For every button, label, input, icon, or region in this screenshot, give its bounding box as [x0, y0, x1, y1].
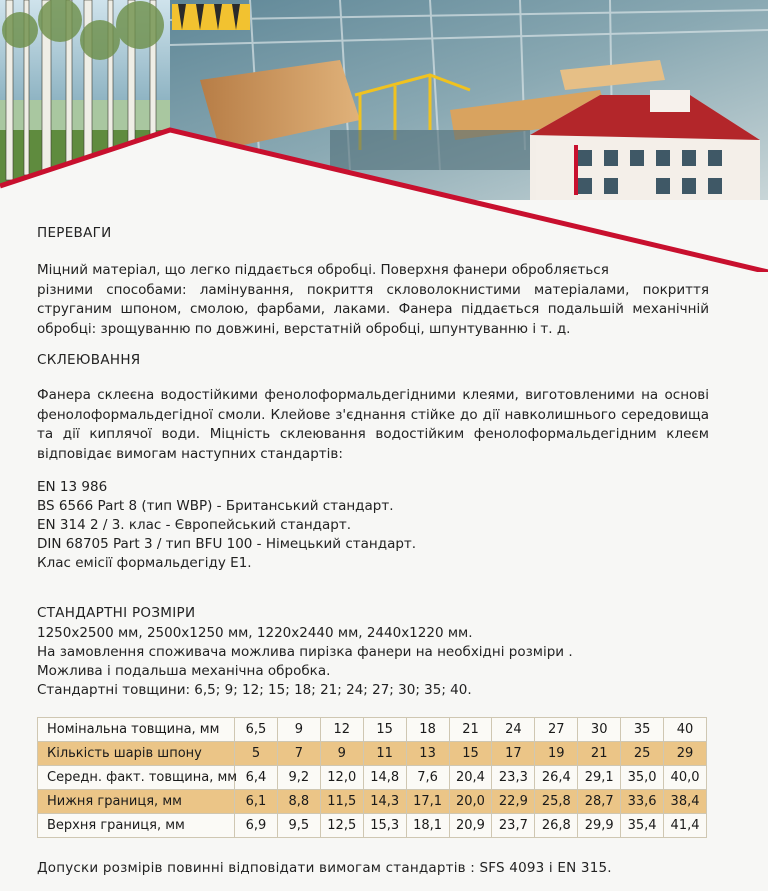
standard-item: EN 13 986	[37, 479, 108, 495]
table-cell: 12,5	[320, 814, 363, 838]
thickness-table	[37, 717, 707, 838]
table-cell: 6,1	[235, 790, 278, 814]
table-cell: 6,4	[235, 766, 278, 790]
table-row-average-thickness	[38, 766, 707, 790]
table-cell: 33,6	[621, 790, 664, 814]
table-cell: 35,0	[621, 766, 664, 790]
table-cell: 23,7	[492, 814, 535, 838]
bonding-paragraph	[37, 386, 709, 464]
table-cell: 21	[578, 742, 621, 766]
table-cell: 20,0	[449, 790, 492, 814]
row-label: Номінальна товщина, мм	[38, 718, 235, 742]
advantages-line: різними способами: ламінування, покриття скловолокнистими матеріалами, покриття	[37, 281, 709, 298]
table-cell: 9	[277, 718, 320, 742]
tolerance-footnote: Допуски розмірів повинні відповідати вимогам стандартів : SFS 4093 і EN 315.	[37, 860, 612, 876]
table-cell: 38,4	[664, 790, 707, 814]
table-cell: 18,1	[406, 814, 449, 838]
table-cell: 29,9	[578, 814, 621, 838]
row-label: Нижня границя, мм	[38, 790, 235, 814]
table-cell: 21	[449, 718, 492, 742]
table-cell: 14,8	[363, 766, 406, 790]
table-cell: 15	[363, 718, 406, 742]
advantages-line: обробці: зрощуванню по довжині, верстатній обробці, шпунтуванню і т. д.	[37, 320, 571, 337]
row-label: Середн. факт. товщина, мм	[38, 766, 235, 790]
standard-item: DIN 68705 Part 3 / тип BFU 100 - Німецький стандарт.	[37, 536, 417, 552]
bonding-line: фенолоформальдегідної смоли. Клейове з'єднання стійке до дії навколишнього середовища	[37, 406, 709, 423]
table-cell: 35	[621, 718, 664, 742]
table-cell: 24	[492, 718, 535, 742]
table-cell: 29,1	[578, 766, 621, 790]
table-row-lower-limit	[38, 790, 707, 814]
bonding-line: та дії киплячої води. Міцність склеювання водостійким фенолоформальдегідним клеєм	[37, 426, 709, 442]
table-cell: 28,7	[578, 790, 621, 814]
row-label: Кількість шарів шпону	[38, 742, 235, 766]
table-cell: 23,3	[492, 766, 535, 790]
sizes-line: Можлива і подальша механічна обробка.	[37, 663, 331, 679]
table-cell: 35,4	[621, 814, 664, 838]
standard-item: BS 6566 Part 8 (тип WBP) - Британський стандарт.	[37, 498, 394, 514]
table-cell: 25	[621, 742, 664, 766]
table-cell: 27	[535, 718, 578, 742]
standard-item: EN 314 2 / 3. клас - Європейський стандарт.	[37, 517, 352, 533]
table-cell: 18	[406, 718, 449, 742]
table-cell: 7,6	[406, 766, 449, 790]
table-cell: 41,4	[664, 814, 707, 838]
sizes-paragraph	[37, 624, 709, 700]
table-row-nominal-thickness	[38, 718, 707, 742]
advantages-paragraph	[37, 261, 709, 339]
bonding-line: відповідає вимогам наступних стандартів:	[37, 445, 343, 462]
table-cell: 12	[320, 718, 363, 742]
table-cell: 20,9	[449, 814, 492, 838]
table-cell: 17	[492, 742, 535, 766]
row-label: Верхня границя, мм	[38, 814, 235, 838]
advantages-line: струганим шпоном, смолою, фарбами, лаками. Фанера піддається подальшій механічній	[37, 301, 709, 317]
table-cell: 25,8	[535, 790, 578, 814]
hero-photo-collage	[0, 0, 768, 272]
table-cell: 11	[363, 742, 406, 766]
table-cell: 9,5	[277, 814, 320, 838]
table-row-veneer-layers	[38, 742, 707, 766]
table-cell: 7	[277, 742, 320, 766]
sizes-line: Стандартні товщини: 6,5; 9; 12; 15; 18; 21; 24; 27; 30; 35; 40.	[37, 682, 472, 698]
table-cell: 22,9	[492, 790, 535, 814]
sizes-line: На замовлення споживача можлива пирізка фанери на необхідні розміри .	[37, 644, 573, 660]
table-cell: 6,9	[235, 814, 278, 838]
sizes-title: СТАНДАРТНІ РОЗМІРИ	[37, 605, 196, 621]
standards-list	[37, 478, 709, 573]
table-cell: 26,8	[535, 814, 578, 838]
table-cell: 13	[406, 742, 449, 766]
table-cell: 17,1	[406, 790, 449, 814]
table-cell: 12,0	[320, 766, 363, 790]
sizes-line: 1250x2500 мм, 2500x1250 мм, 1220x2440 мм, 2440x1220 мм.	[37, 625, 473, 641]
table-cell: 40,0	[664, 766, 707, 790]
table-cell: 15	[449, 742, 492, 766]
table-cell: 8,8	[277, 790, 320, 814]
table-cell: 5	[235, 742, 278, 766]
table-cell: 9,2	[277, 766, 320, 790]
table-cell: 9	[320, 742, 363, 766]
bonding-line: Фанера склеєна водостійкими фенолоформальдегідними клеями, виготовленими на основі	[37, 387, 709, 403]
table-cell: 29	[664, 742, 707, 766]
table-cell: 6,5	[235, 718, 278, 742]
advantages-line: Міцний матеріал, що легко піддається обробці. Поверхня фанери обробляється	[37, 262, 609, 278]
table-cell: 20,4	[449, 766, 492, 790]
standard-item: Клас емісії формальдегіду E1.	[37, 555, 252, 571]
table-cell: 11,5	[320, 790, 363, 814]
table-cell: 19	[535, 742, 578, 766]
table-row-upper-limit	[38, 814, 707, 838]
table-cell: 15,3	[363, 814, 406, 838]
table-cell: 26,4	[535, 766, 578, 790]
bonding-title: СКЛЕЮВАННЯ	[37, 352, 141, 368]
table-cell: 14,3	[363, 790, 406, 814]
table-cell: 30	[578, 718, 621, 742]
table-cell: 40	[664, 718, 707, 742]
advantages-title: ПЕРЕВАГИ	[37, 225, 112, 241]
